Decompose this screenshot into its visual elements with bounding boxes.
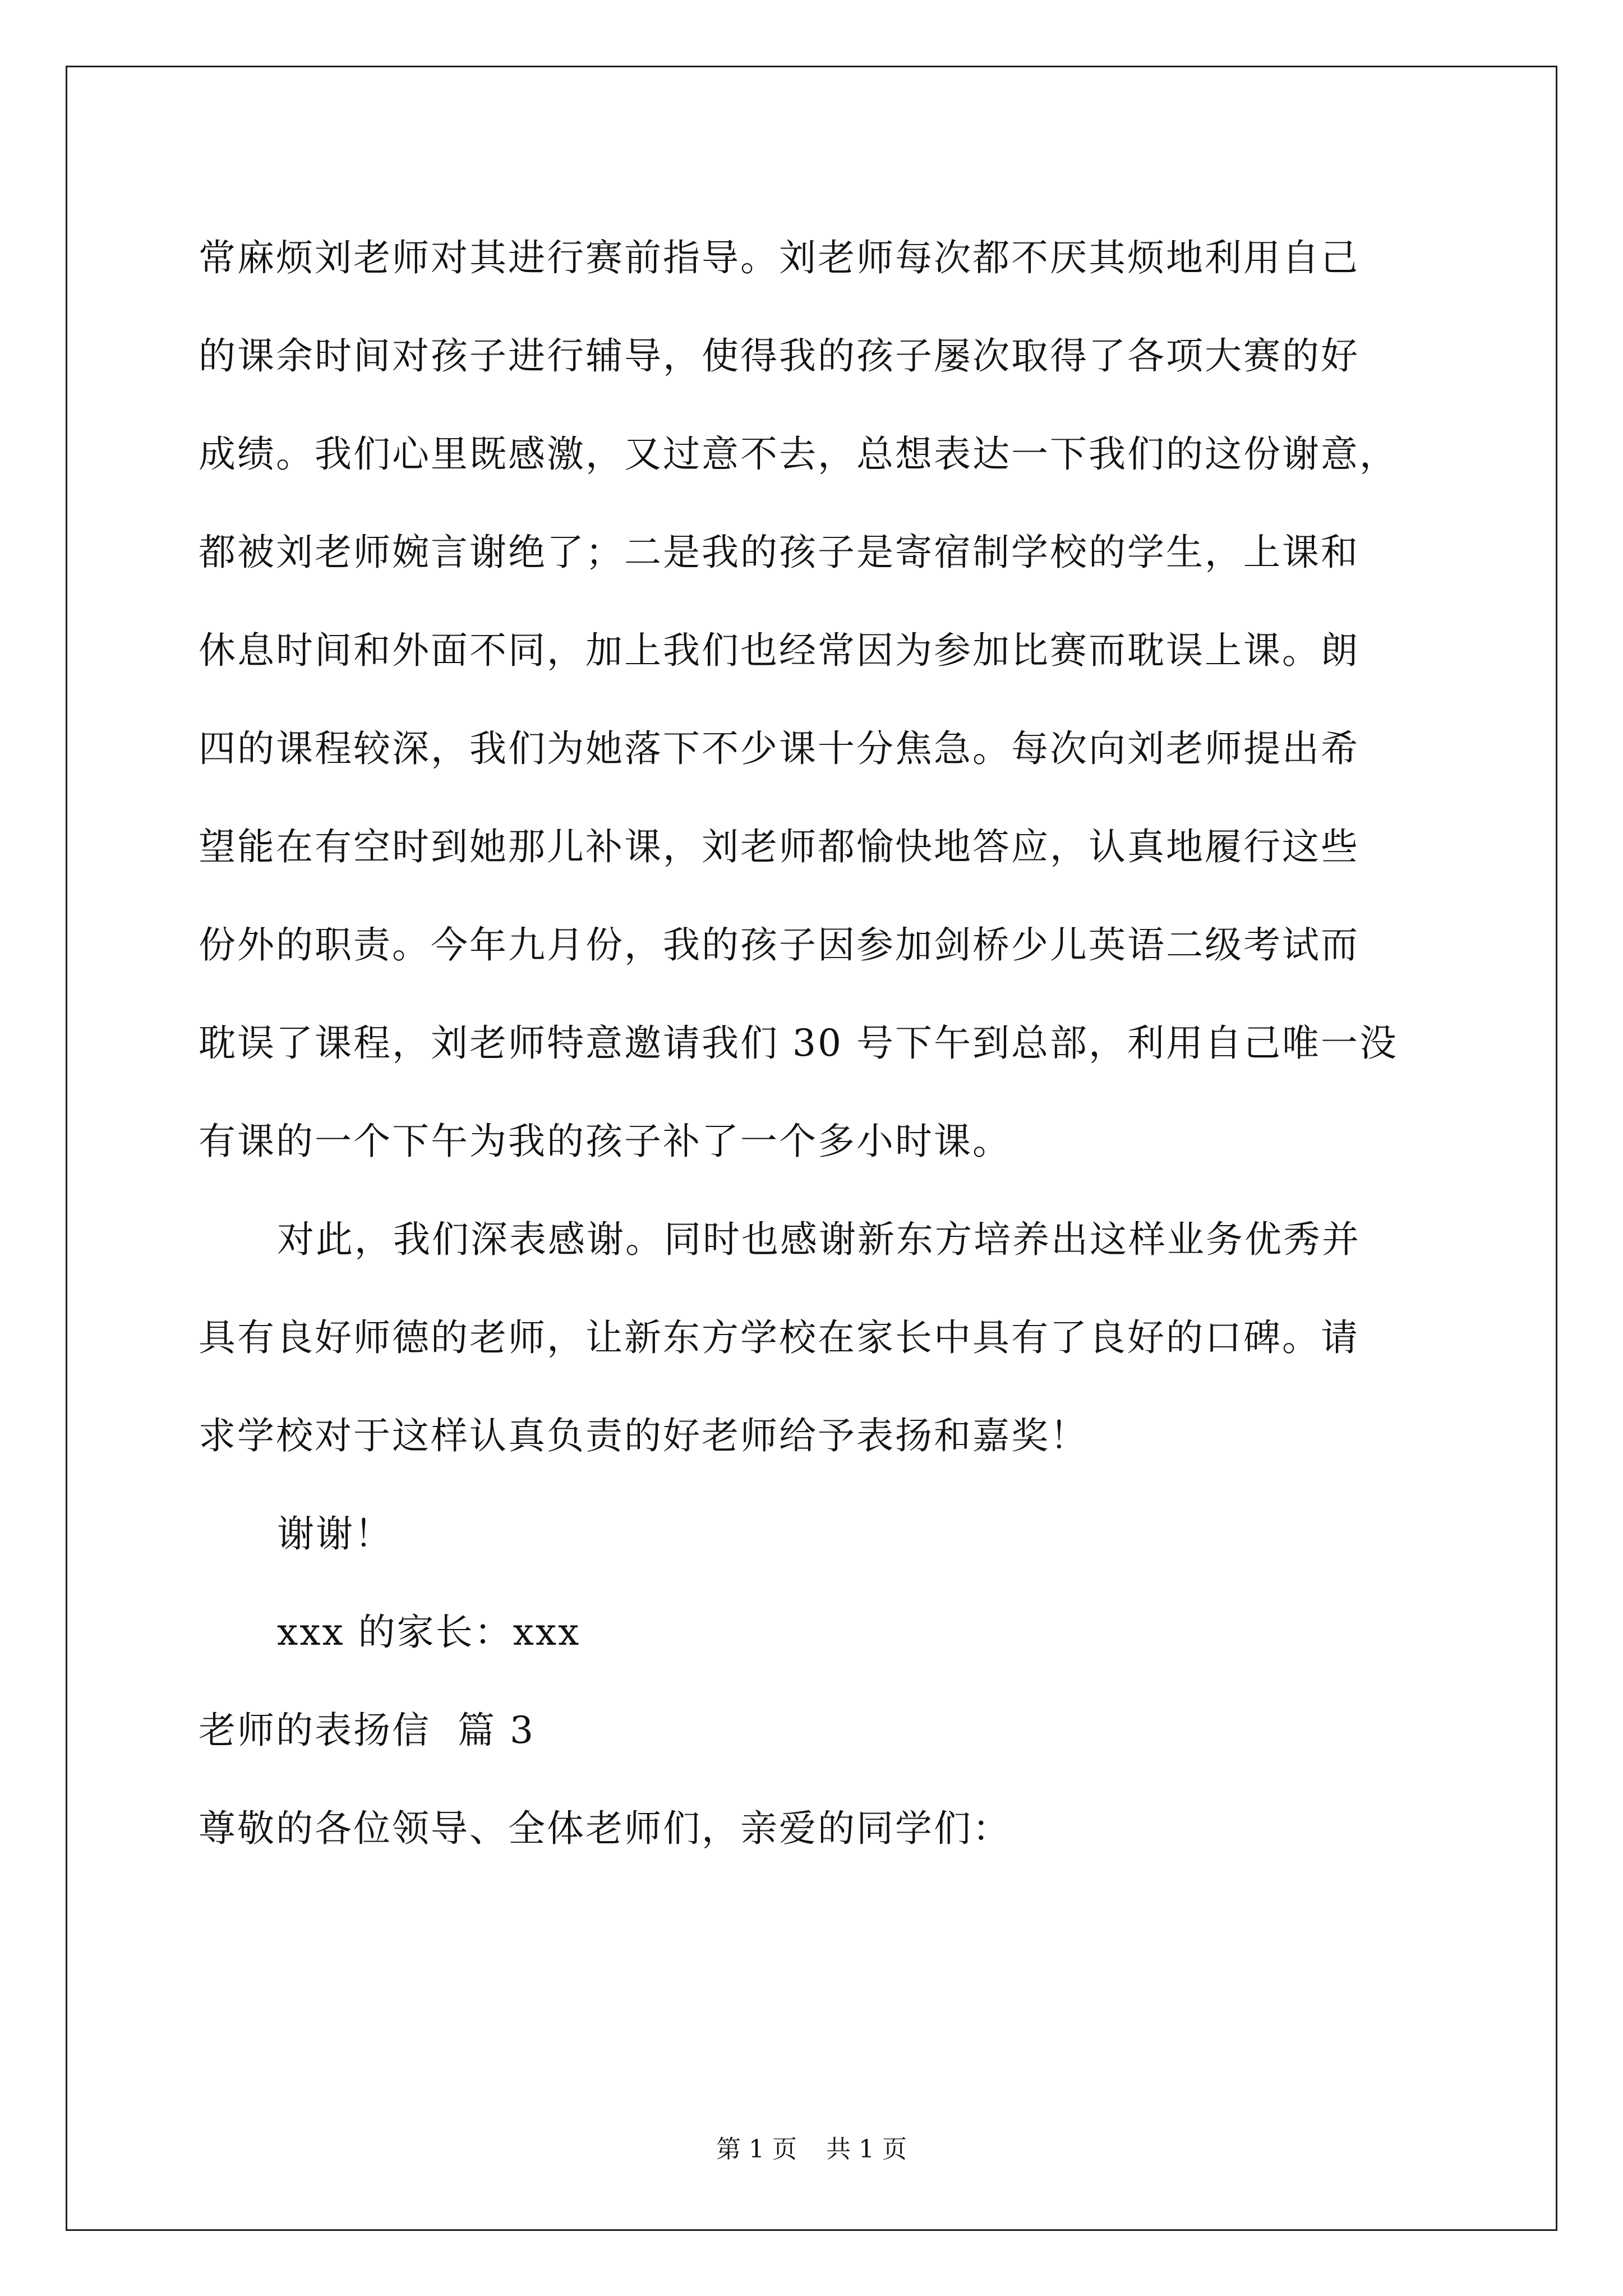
text-line: 耽误了课程，刘老师特意邀请我们 30 号下午到总部，利用自己唯一没 xyxy=(199,1022,1398,1065)
text-line: 对此，我们深表感谢。同时也感谢新东方培养出这样业务优秀并 xyxy=(277,1218,1361,1261)
text-line: 具有良好师德的老师，让新东方学校在家长中具有了良好的口碑。请 xyxy=(199,1316,1359,1359)
signature-line: xxx 的家长：xxx xyxy=(277,1611,581,1654)
text-line: 份外的职责。今年九月份，我的孩子因参加剑桥少儿英语二级考试而 xyxy=(199,923,1359,967)
document-body xyxy=(199,209,1477,1878)
text-line: 的课余时间对孩子进行辅导，使得我的孩子屡次取得了各项大赛的好 xyxy=(199,334,1359,378)
paragraph-1 xyxy=(199,209,1477,1190)
text-line: 有课的一个下午为我的孩子补了一个多小时课。 xyxy=(199,1120,1011,1163)
text-line: 求学校对于这样认真负责的好老师给予表扬和嘉奖！ xyxy=(199,1414,1089,1457)
paragraph-2 xyxy=(199,1190,1477,1485)
thanks-line: 谢谢！ xyxy=(277,1512,393,1556)
text-line: 常麻烦刘老师对其进行赛前指导。刘老师每次都不厌其烦地利用自己 xyxy=(199,236,1359,279)
page-footer xyxy=(0,2129,1623,2165)
text-line: 成绩。我们心里既感激，又过意不去，总想表达一下我们的这份谢意， xyxy=(199,432,1398,476)
text-line: 休息时间和外面不同，加上我们也经常因为参加比赛而耽误上课。朗 xyxy=(199,629,1359,672)
page-total: 共 1 页 xyxy=(826,2135,907,2164)
section-heading: 老师的表扬信 篇 3 xyxy=(199,1709,535,1752)
text-line: 望能在有空时到她那儿补课，刘老师都愉快地答应，认真地履行这些 xyxy=(199,825,1359,868)
salutation-line: 尊敬的各位领导、全体老师们，亲爱的同学们： xyxy=(199,1807,1011,1850)
text-line: 都被刘老师婉言谢绝了；二是我的孩子是寄宿制学校的学生，上课和 xyxy=(199,531,1359,574)
page-number: 第 1 页 xyxy=(716,2135,797,2164)
text-line: 四的课程较深，我们为她落下不少课十分焦急。每次向刘老师提出希 xyxy=(199,727,1359,770)
